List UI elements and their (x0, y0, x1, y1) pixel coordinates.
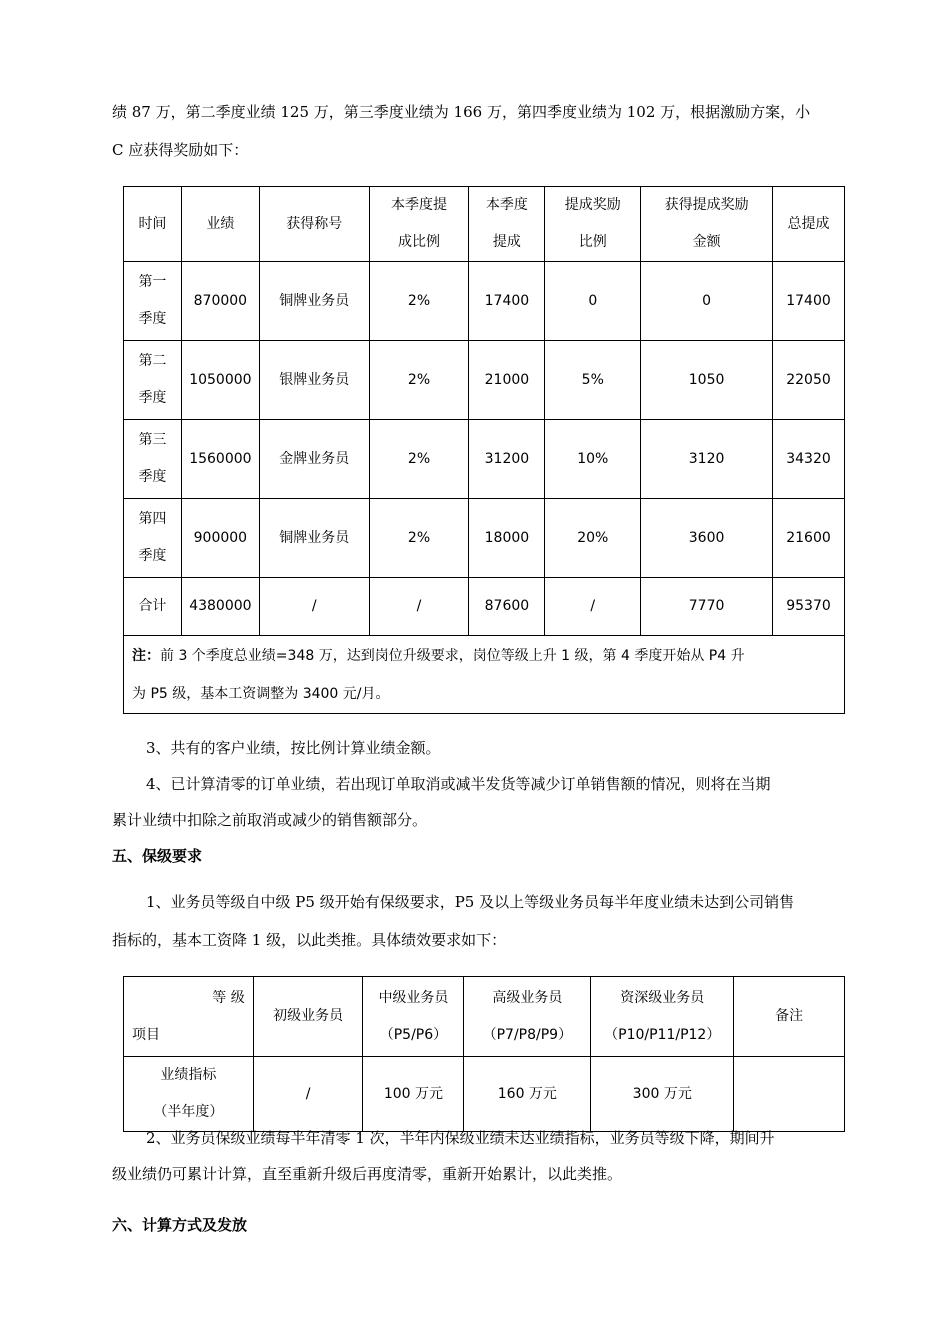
row-label: 业绩指标 （半年度） (124, 1057, 254, 1132)
table-cell: / (369, 578, 469, 636)
table-note (124, 636, 845, 714)
table-row (124, 499, 845, 578)
header-expert: 资深级业务员 （P10/P11/P12） (591, 977, 734, 1057)
intro-line-1: 绩 87 万，第二季度业绩 125 万，第三季度业绩为 166 万，第四季度业绩为 102 万，根据激励方案，小 (112, 103, 811, 121)
table-cell: 0 (641, 262, 773, 341)
table-cell: 17400 (772, 262, 844, 341)
table-note-row (124, 636, 845, 714)
table-cell: 2% (369, 262, 469, 341)
table-cell: 7770 (641, 578, 773, 636)
table-cell: 4380000 (181, 578, 259, 636)
table-cell: 金牌业务员 (259, 420, 369, 499)
table-cell: 1050 (641, 341, 773, 420)
section-5-p2-line-1: 2、业务员保级业绩每半年清零 1 次，半年内保级业绩未达业绩指标，业务员等级下降，期间升 (146, 1129, 775, 1147)
header-time: 时间 (124, 187, 182, 262)
table-row (124, 420, 845, 499)
commission-table (123, 186, 845, 714)
header-total: 总提成 (772, 187, 844, 262)
table-header-row (124, 977, 845, 1057)
corner-item-label: 项目 (132, 1026, 160, 1043)
intro-line-2: C 应获得奖励如下： (112, 141, 249, 159)
table-header-row (124, 187, 845, 262)
table-cell: 95370 (772, 578, 844, 636)
table-cell: 2% (369, 341, 469, 420)
header-commission-rate: 本季度提 成比例 (369, 187, 469, 262)
total-label: 合计 (124, 578, 182, 636)
table-cell: 1560000 (181, 420, 259, 499)
header-performance: 业绩 (181, 187, 259, 262)
table-cell: 20% (545, 499, 641, 578)
section-5-p1-line-2: 指标的，基本工资降 1 级，以此类推。具体绩效要求如下： (112, 931, 507, 949)
item-3: 3、共有的客户业绩，按比例计算业绩金额。 (146, 739, 441, 757)
table-cell: 21600 (772, 499, 844, 578)
item-4-line-2: 累计业绩中扣除之前取消或减少的销售额部分。 (112, 811, 428, 829)
note-prefix: 注： (132, 647, 160, 664)
corner-level-label: 等 级 (212, 989, 245, 1006)
table-cell: 0 (545, 262, 641, 341)
section-5-heading: 五、保级要求 (112, 847, 203, 865)
note-line-1: 前 3 个季度总业绩=348 万，达到岗位升级要求，岗位等级上升 1 级，第 4 季度开始从 P4 升 (160, 647, 745, 664)
table-cell: 3600 (641, 499, 773, 578)
table-cell: 铜牌业务员 (259, 499, 369, 578)
table-cell: 18000 (469, 499, 545, 578)
table-total-row (124, 578, 845, 636)
row-time: 第一 季度 (124, 262, 182, 341)
table-cell: 10% (545, 420, 641, 499)
row-time: 第三 季度 (124, 420, 182, 499)
table-cell: 900000 (181, 499, 259, 578)
header-title: 获得称号 (259, 187, 369, 262)
table-cell: 31200 (469, 420, 545, 499)
table-cell: / (253, 1057, 363, 1132)
table-cell: 3120 (641, 420, 773, 499)
table-cell: 870000 (181, 262, 259, 341)
table-row (124, 341, 845, 420)
item-4-line-1: 4、已计算清零的订单业绩，若出现订单取消或减半发货等减少订单销售额的情况，则将在当期 (146, 775, 771, 793)
note-line-2: 为 P5 级，基本工资调整为 3400 元/月。 (132, 685, 390, 702)
row-time: 第四 季度 (124, 499, 182, 578)
table-cell: 2% (369, 499, 469, 578)
table-cell: 铜牌业务员 (259, 262, 369, 341)
table-cell: / (545, 578, 641, 636)
row-time: 第二 季度 (124, 341, 182, 420)
retention-table (123, 976, 845, 1132)
header-remarks: 备注 (734, 977, 845, 1057)
table-cell: 300 万元 (591, 1057, 734, 1132)
header-commission: 本季度 提成 (469, 187, 545, 262)
header-intermediate: 中级业务员 （P5/P6） (363, 977, 464, 1057)
corner-cell (124, 977, 254, 1057)
header-senior: 高级业务员 （P7/P8/P9） (464, 977, 591, 1057)
table-cell: 87600 (469, 578, 545, 636)
table-cell: 5% (545, 341, 641, 420)
section-6-heading: 六、计算方式及发放 (112, 1216, 248, 1234)
table-cell: 22050 (772, 341, 844, 420)
table-cell: 34320 (772, 420, 844, 499)
section-5-p1-line-1: 1、业务员等级自中级 P5 级开始有保级要求，P5 及以上等级业务员每半年度业绩未达到公司销售 (146, 893, 795, 911)
table-cell: 100 万元 (363, 1057, 464, 1132)
table-cell: 160 万元 (464, 1057, 591, 1132)
section-5-p2-line-2: 级业绩仍可累计计算，直至重新升级后再度清零，重新开始累计，以此类推。 (112, 1165, 623, 1183)
table-cell: 21000 (469, 341, 545, 420)
table-row (124, 262, 845, 341)
table-cell: 1050000 (181, 341, 259, 420)
table-cell: 2% (369, 420, 469, 499)
header-bonus-rate: 提成奖励 比例 (545, 187, 641, 262)
header-junior: 初级业务员 (253, 977, 363, 1057)
header-bonus-amount: 获得提成奖励 金额 (641, 187, 773, 262)
table-cell: / (259, 578, 369, 636)
table-cell: 银牌业务员 (259, 341, 369, 420)
table-cell: 17400 (469, 262, 545, 341)
